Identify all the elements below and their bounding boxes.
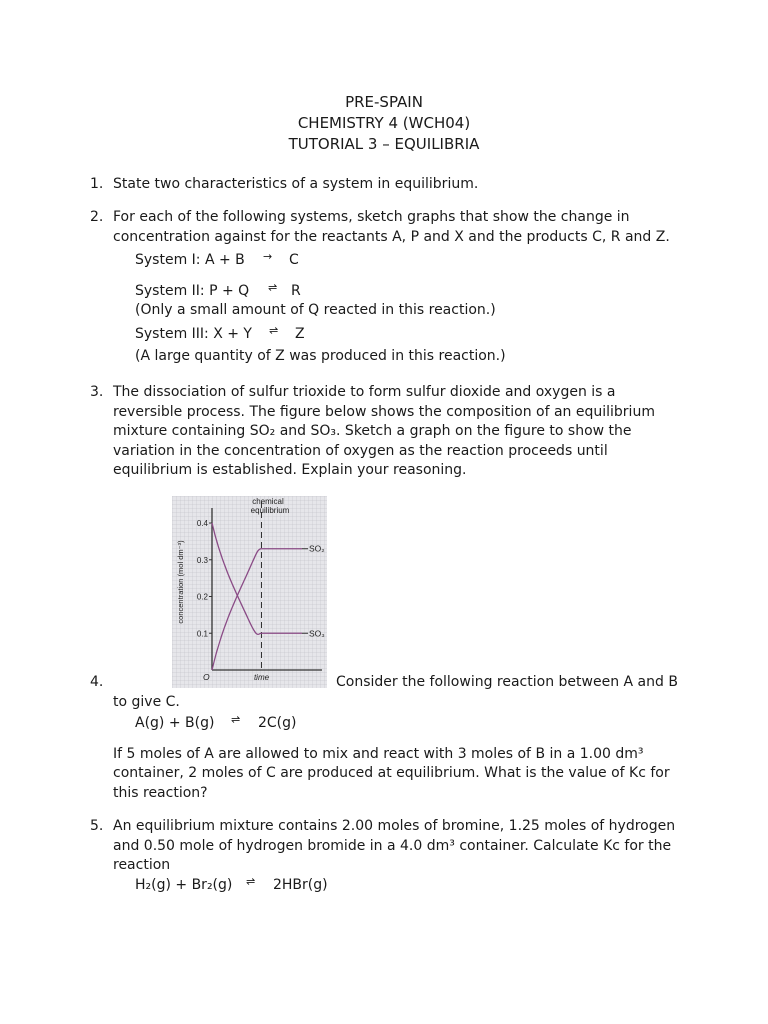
equilibrium-arrow-icon: ⇌ xyxy=(246,874,256,888)
header-line-2: CHEMISTRY 4 (WCH04) xyxy=(297,114,471,132)
question-text-line: reversible process. The figure below shows the composition of an equilibrium xyxy=(113,403,655,420)
equilibrium-arrow-icon: ⇌ xyxy=(268,280,278,294)
equilibrium-figure xyxy=(172,496,327,688)
system-3-equation xyxy=(113,325,690,345)
question-5 xyxy=(90,817,690,895)
chart-grid xyxy=(172,496,327,688)
y-axis-label: concentration (mol dm⁻³) xyxy=(176,540,185,624)
question-text-line: mixture containing SO₂ and SO₃. Sketch a graph on the figure to show the xyxy=(113,423,632,439)
question-number: 2. xyxy=(90,209,104,225)
question-text-line: to give C. xyxy=(113,693,180,710)
y-tick-label: 0.3 xyxy=(196,555,208,565)
question-number: 3. xyxy=(90,384,104,400)
equilibrium-arrow-icon: ⇌ xyxy=(231,713,241,726)
system-1-equation xyxy=(113,251,690,271)
y-tick-label: 0.1 xyxy=(196,629,208,639)
system-3-note: (A large quantity of Z was produced in this reaction.) xyxy=(135,348,506,364)
question-number: 4. xyxy=(90,674,104,690)
question-text-line: and 0.50 mole of hydrogen bromide in a 4.0 dm³ container. Calculate Kc for the xyxy=(113,837,672,854)
concentration-time-chart xyxy=(172,496,327,688)
series-label: SO₂ xyxy=(309,543,325,554)
forward-arrow-icon: → xyxy=(263,250,273,263)
question-text-line: variation in the concentration of oxygen as the reaction proceeds until xyxy=(113,442,608,459)
annotation-line-2: equilibrium xyxy=(250,506,290,515)
question-text-line: container, 2 moles of C are produced at equilibrium. What is the value of Kc for xyxy=(113,765,670,781)
equation-right: R xyxy=(291,282,301,299)
y-tick-label: 0.4 xyxy=(196,519,208,529)
system-2-equation xyxy=(113,282,690,302)
y-tick-label: 0.2 xyxy=(196,592,208,602)
question-2 xyxy=(90,208,690,367)
question-text-line: reaction xyxy=(113,857,171,873)
equation-left: System II: P + Q xyxy=(135,282,250,299)
equation-right: 2C(g) xyxy=(258,715,297,731)
header-line-3: TUTORIAL 3 – EQUILIBRIA xyxy=(288,135,480,153)
question-number: 5. xyxy=(90,818,104,834)
equation-right: 2HBr(g) xyxy=(273,876,328,893)
question-4 xyxy=(90,673,690,803)
question-text-line: Consider the following reaction between A and B xyxy=(336,674,678,690)
equation-left: A(g) + B(g) xyxy=(135,715,215,731)
system-2-note: (Only a small amount of Q reacted in this reaction.) xyxy=(135,302,496,318)
document-header xyxy=(0,92,768,155)
question-number: 1. xyxy=(90,176,104,192)
equation-right: C xyxy=(289,252,299,268)
header-line-1: PRE-SPAIN xyxy=(345,93,423,111)
equation-left: System III: X + Y xyxy=(135,325,252,342)
question-text-line: concentration against for the reactants A, P and X and the products C, R and Z. xyxy=(113,228,670,245)
x-axis-label: time xyxy=(253,673,270,682)
equation-left: System I: A + B xyxy=(135,252,245,268)
question-text-line: If 5 moles of A are allowed to mix and react with 3 moles of B in a 1.00 dm³ xyxy=(113,745,644,762)
annotation-line-1: chemical xyxy=(252,497,284,506)
question-text-line: this reaction? xyxy=(113,784,208,801)
reaction-equation xyxy=(113,876,690,896)
question-text-line: An equilibrium mixture contains 2.00 moles of bromine, 1.25 moles of hydrogen xyxy=(113,818,676,834)
question-1 xyxy=(90,175,690,195)
equation-right: Z xyxy=(295,325,305,342)
question-text-line: For each of the following systems, sketch graphs that show the change in xyxy=(113,209,630,225)
origin-label: O xyxy=(203,672,210,682)
series-label: SO₃ xyxy=(309,628,325,639)
question-3 xyxy=(90,383,690,481)
question-text-line: equilibrium is established. Explain your reasoning. xyxy=(113,462,467,478)
reaction-equation xyxy=(113,714,690,734)
equilibrium-arrow-icon: ⇌ xyxy=(269,323,279,337)
question-text: State two characteristics of a system in equilibrium. xyxy=(113,176,479,192)
equation-left: H₂(g) + Br₂(g) xyxy=(135,876,233,893)
question-text-line: The dissociation of sulfur trioxide to form sulfur dioxide and oxygen is a xyxy=(113,384,616,400)
